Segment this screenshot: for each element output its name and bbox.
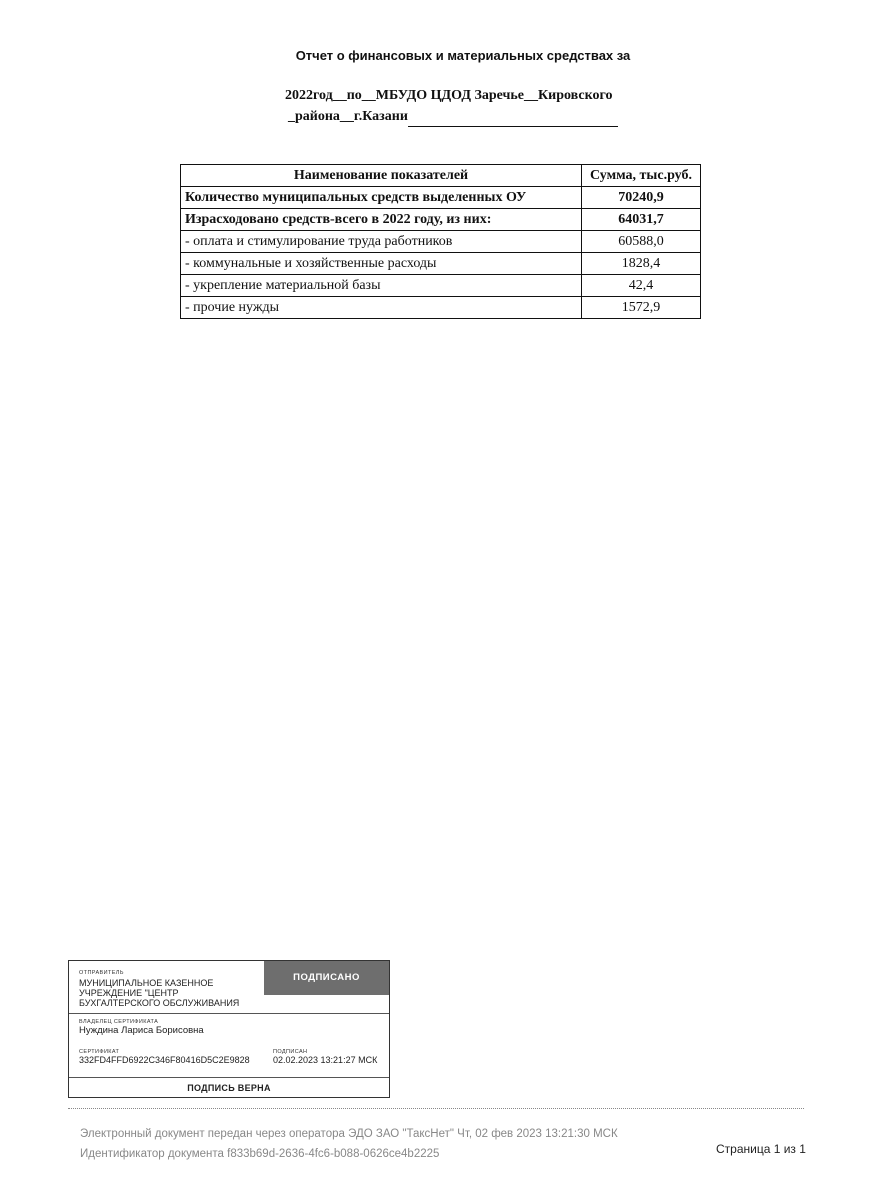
table-row [181,231,701,253]
row-label: - коммунальные и хозяйственные расходы [181,253,582,275]
sender-line: БУХГАЛТЕРСКОГО ОБСЛУЖИВАНИЯ [79,998,240,1008]
cert-label: СЕРТИФИКАТ [79,1049,120,1055]
stamp-signed [273,1049,377,1065]
signature-stamp [68,960,390,1098]
stamp-cert-section [69,1049,389,1075]
owner-name: Нуждина Лариса Борисовна [79,1025,204,1036]
stamp-cert [79,1049,250,1065]
table-header-row [181,165,701,187]
report-title: Отчет о финансовых и материальных средствах за [295,48,631,63]
district-text: _района__г.Казани [288,109,408,124]
row-value: 1572,9 [582,297,701,319]
row-label: - оплата и стимулирование труда работников [181,231,582,253]
row-value: 64031,7 [582,209,701,231]
row-label: Количество муниципальных средств выделенных ОУ [181,187,582,209]
blank-underline [408,112,618,127]
table-row [181,297,701,319]
header-indicator: Наименование показателей [181,165,582,187]
footer-doc-id: Идентификатор документа f833b69d-2636-4fc6-b088-0626ce4b2225 [80,1148,440,1160]
row-value: 1828,4 [582,253,701,275]
row-value: 60588,0 [582,231,701,253]
table-row [181,209,701,231]
table-row [181,275,701,297]
stamp-sender-section [69,961,389,1014]
table-row [181,253,701,275]
stamp-sender [79,968,239,1008]
row-value: 70240,9 [582,187,701,209]
report-table [180,164,701,319]
sender-line: УЧРЕЖДЕНИЕ "ЦЕНТР [79,988,179,998]
signed-value: 02.02.2023 13:21:27 МСК [273,1055,378,1065]
table-row [181,187,701,209]
header-sum: Сумма, тыс.руб. [582,165,701,187]
footer-divider [68,1108,804,1109]
report-subtitle-line1: 2022год__по__МБУДО ЦДОД Заречье__Кировского [285,88,613,103]
footer-info [80,1124,618,1164]
row-label: - укрепление материальной базы [181,275,582,297]
signed-badge: ПОДПИСАНО [264,961,389,995]
cert-value: 332FD4FFD6922C346F80416D5C2E9828 [79,1055,250,1065]
sender-line: МУНИЦИПАЛЬНОЕ КАЗЕННОЕ [79,978,214,988]
sender-label: ОТПРАВИТЕЛЬ [79,970,124,976]
row-label: Израсходовано средств-всего в 2022 году, из них: [181,209,582,231]
page-number: Страница 1 из 1 [716,1142,806,1156]
footer-operator: Электронный документ передан через оператора ЭДО ЗАО "ТаксНет" Чт, 02 фев 2023 13:21:30 МСК [80,1128,618,1140]
row-label: - прочие нужды [181,297,582,319]
signed-label: ПОДПИСАН [273,1049,308,1055]
report-subtitle-line2 [288,107,618,127]
stamp-owner [79,1019,204,1036]
stamp-owner-section [69,1013,389,1037]
owner-label: ВЛАДЕЛЕЦ СЕРТИФИКАТА [79,1019,159,1025]
signature-verified: ПОДПИСЬ ВЕРНА [69,1077,389,1098]
row-value: 42,4 [582,275,701,297]
